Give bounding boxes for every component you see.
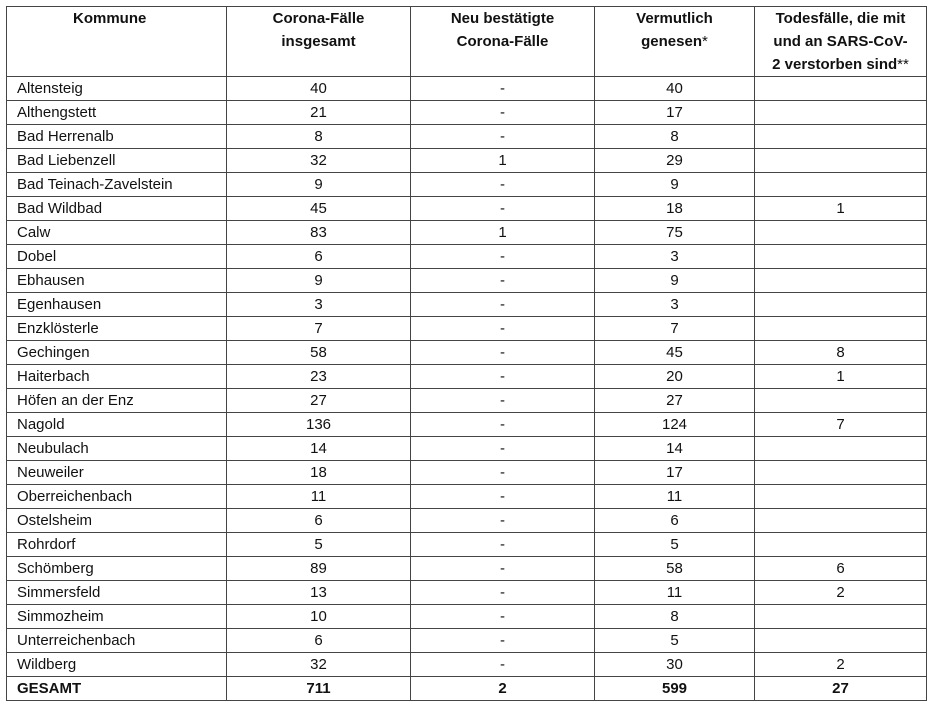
cell-neu: - — [411, 509, 595, 533]
cell-tod: 1 — [755, 365, 927, 389]
cell-faelle: 58 — [227, 341, 411, 365]
cell-tod — [755, 77, 927, 101]
cell-faelle: 32 — [227, 149, 411, 173]
cell-neu: - — [411, 485, 595, 509]
cell-faelle: 40 — [227, 77, 411, 101]
cell-faelle: 18 — [227, 461, 411, 485]
total-tod: 27 — [755, 677, 927, 701]
cell-neu: - — [411, 605, 595, 629]
cell-faelle: 10 — [227, 605, 411, 629]
cell-genesen: 11 — [595, 485, 755, 509]
cell-neu: - — [411, 101, 595, 125]
header-faelle-line1: Corona-Fälle — [272, 10, 365, 27]
cell-kommune: Rohrdorf — [7, 533, 227, 557]
cell-genesen: 40 — [595, 77, 755, 101]
cell-tod — [755, 485, 927, 509]
table-row — [7, 629, 927, 653]
cell-neu: - — [411, 77, 595, 101]
table-row — [7, 221, 927, 245]
cell-faelle: 89 — [227, 557, 411, 581]
cell-kommune: Ebhausen — [7, 269, 227, 293]
cell-tod — [755, 149, 927, 173]
cell-genesen: 5 — [595, 533, 755, 557]
cell-tod: 8 — [755, 341, 927, 365]
cell-faelle: 136 — [227, 413, 411, 437]
table-row — [7, 557, 927, 581]
cell-genesen: 3 — [595, 293, 755, 317]
table-row — [7, 581, 927, 605]
table-row — [7, 125, 927, 149]
cell-genesen: 20 — [595, 365, 755, 389]
cell-kommune: Enzklösterle — [7, 317, 227, 341]
cell-neu: - — [411, 629, 595, 653]
cell-tod — [755, 293, 927, 317]
cell-tod — [755, 461, 927, 485]
cell-genesen: 30 — [595, 653, 755, 677]
total-faelle: 711 — [227, 677, 411, 701]
cell-faelle: 9 — [227, 173, 411, 197]
cell-genesen: 58 — [595, 557, 755, 581]
cell-tod: 2 — [755, 581, 927, 605]
cell-kommune: Oberreichenbach — [7, 485, 227, 509]
cell-tod — [755, 533, 927, 557]
cell-genesen: 9 — [595, 173, 755, 197]
table-row — [7, 605, 927, 629]
cell-faelle: 13 — [227, 581, 411, 605]
cell-kommune: Unterreichenbach — [7, 629, 227, 653]
cell-genesen: 8 — [595, 605, 755, 629]
cell-tod — [755, 221, 927, 245]
table-row — [7, 485, 927, 509]
cell-kommune: Schömberg — [7, 557, 227, 581]
header-kommune-label: Kommune — [73, 10, 147, 27]
header-tod-footnote-mark: ** — [897, 56, 909, 73]
table-row — [7, 77, 927, 101]
cell-neu: 1 — [411, 149, 595, 173]
cell-faelle: 14 — [227, 437, 411, 461]
cell-faelle: 27 — [227, 389, 411, 413]
table-row — [7, 365, 927, 389]
cell-tod: 2 — [755, 653, 927, 677]
table-row — [7, 461, 927, 485]
cell-kommune: Bad Liebenzell — [7, 149, 227, 173]
cell-genesen: 17 — [595, 461, 755, 485]
cell-genesen: 17 — [595, 101, 755, 125]
table-row — [7, 509, 927, 533]
cell-tod — [755, 605, 927, 629]
cell-genesen: 29 — [595, 149, 755, 173]
table-row — [7, 101, 927, 125]
cell-faelle: 11 — [227, 485, 411, 509]
cell-genesen: 14 — [595, 437, 755, 461]
cell-tod — [755, 245, 927, 269]
header-faelle-line2: insgesamt — [281, 33, 356, 50]
cell-kommune: Dobel — [7, 245, 227, 269]
cell-kommune: Gechingen — [7, 341, 227, 365]
table-row — [7, 413, 927, 437]
cell-tod — [755, 317, 927, 341]
cell-kommune: Haiterbach — [7, 365, 227, 389]
table-row — [7, 437, 927, 461]
table-row — [7, 389, 927, 413]
total-label: GESAMT — [7, 677, 227, 701]
table-row — [7, 269, 927, 293]
cell-neu: - — [411, 437, 595, 461]
cell-faelle: 6 — [227, 629, 411, 653]
header-genesen-line1: Vermutlich — [636, 10, 713, 27]
total-neu: 2 — [411, 677, 595, 701]
table-row — [7, 293, 927, 317]
cell-neu: - — [411, 413, 595, 437]
cell-tod — [755, 173, 927, 197]
cell-kommune: Neubulach — [7, 437, 227, 461]
cell-genesen: 3 — [595, 245, 755, 269]
table-row — [7, 317, 927, 341]
cell-neu: - — [411, 533, 595, 557]
header-kommune — [7, 7, 227, 77]
table-row — [7, 245, 927, 269]
cell-neu: - — [411, 197, 595, 221]
cell-faelle: 21 — [227, 101, 411, 125]
cell-kommune: Ostelsheim — [7, 509, 227, 533]
cell-faelle: 6 — [227, 245, 411, 269]
cell-kommune: Nagold — [7, 413, 227, 437]
cell-kommune: Bad Herrenalb — [7, 125, 227, 149]
header-tod-line1: Todesfälle, die mit — [775, 10, 906, 27]
cell-genesen: 11 — [595, 581, 755, 605]
cell-neu: - — [411, 173, 595, 197]
cell-kommune: Simmersfeld — [7, 581, 227, 605]
table-body — [7, 77, 927, 677]
header-todesfaelle — [755, 7, 927, 77]
header-genesen-line2: genesen — [641, 33, 702, 50]
header-row — [7, 7, 927, 77]
cell-kommune: Höfen an der Enz — [7, 389, 227, 413]
cell-tod — [755, 509, 927, 533]
cell-kommune: Wildberg — [7, 653, 227, 677]
header-tod-line2: und an SARS-CoV- — [773, 33, 908, 50]
cell-kommune: Althengstett — [7, 101, 227, 125]
header-neu-line1: Neu bestätigte — [450, 10, 555, 27]
header-vermutlich-genesen — [595, 7, 755, 77]
cell-tod — [755, 125, 927, 149]
cell-neu: - — [411, 389, 595, 413]
table-row — [7, 197, 927, 221]
cell-neu: - — [411, 365, 595, 389]
cell-genesen: 75 — [595, 221, 755, 245]
cell-kommune: Egenhausen — [7, 293, 227, 317]
cell-tod: 7 — [755, 413, 927, 437]
cell-genesen: 9 — [595, 269, 755, 293]
table-row — [7, 341, 927, 365]
cell-neu: - — [411, 269, 595, 293]
header-faelle-insgesamt — [227, 7, 411, 77]
table-row — [7, 149, 927, 173]
cell-neu: - — [411, 557, 595, 581]
cell-tod — [755, 101, 927, 125]
cell-kommune: Neuweiler — [7, 461, 227, 485]
cell-neu: - — [411, 341, 595, 365]
cell-kommune: Calw — [7, 221, 227, 245]
cell-tod: 6 — [755, 557, 927, 581]
table-row — [7, 653, 927, 677]
cell-neu: - — [411, 245, 595, 269]
table-row — [7, 533, 927, 557]
total-row — [7, 677, 927, 701]
cell-neu: - — [411, 317, 595, 341]
cell-tod — [755, 629, 927, 653]
cell-neu: 1 — [411, 221, 595, 245]
cell-neu: - — [411, 581, 595, 605]
cell-neu: - — [411, 125, 595, 149]
cell-faelle: 32 — [227, 653, 411, 677]
corona-cases-table — [6, 6, 927, 701]
cell-genesen: 7 — [595, 317, 755, 341]
header-neu-line2: Corona-Fälle — [456, 33, 549, 50]
total-genesen: 599 — [595, 677, 755, 701]
cell-faelle: 6 — [227, 509, 411, 533]
cell-faelle: 7 — [227, 317, 411, 341]
cell-kommune: Altensteig — [7, 77, 227, 101]
cell-neu: - — [411, 653, 595, 677]
cell-tod — [755, 269, 927, 293]
cell-tod: 1 — [755, 197, 927, 221]
cell-tod — [755, 437, 927, 461]
cell-genesen: 45 — [595, 341, 755, 365]
cell-faelle: 45 — [227, 197, 411, 221]
cell-genesen: 124 — [595, 413, 755, 437]
header-genesen-footnote-mark: * — [702, 33, 708, 50]
cell-genesen: 18 — [595, 197, 755, 221]
cell-neu: - — [411, 461, 595, 485]
table-row — [7, 173, 927, 197]
header-tod-line3: 2 verstorben sind — [772, 56, 898, 73]
cell-neu: - — [411, 293, 595, 317]
cell-faelle: 5 — [227, 533, 411, 557]
cell-faelle: 23 — [227, 365, 411, 389]
cell-faelle: 83 — [227, 221, 411, 245]
cell-kommune: Simmozheim — [7, 605, 227, 629]
cell-genesen: 5 — [595, 629, 755, 653]
cell-faelle: 8 — [227, 125, 411, 149]
cell-kommune: Bad Wildbad — [7, 197, 227, 221]
cell-kommune: Bad Teinach-Zavelstein — [7, 173, 227, 197]
cell-faelle: 3 — [227, 293, 411, 317]
cell-genesen: 27 — [595, 389, 755, 413]
header-neu-bestaetigt — [411, 7, 595, 77]
cell-tod — [755, 389, 927, 413]
cell-faelle: 9 — [227, 269, 411, 293]
cell-genesen: 8 — [595, 125, 755, 149]
cell-genesen: 6 — [595, 509, 755, 533]
